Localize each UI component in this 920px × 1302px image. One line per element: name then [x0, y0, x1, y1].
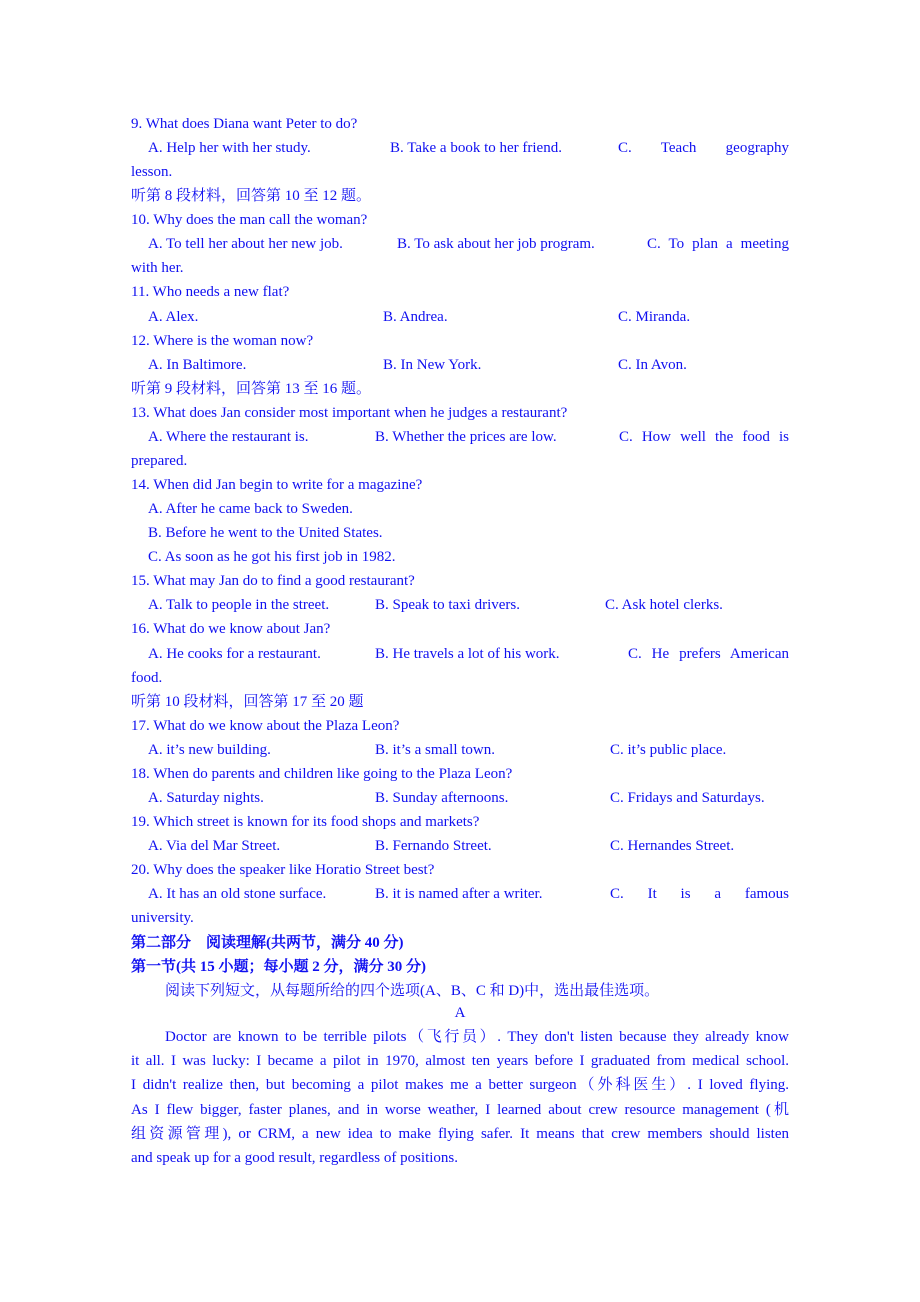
answer-option: C. It is a famous: [610, 886, 789, 903]
answer-option: A. It has an old stone surface.: [148, 886, 327, 903]
answer-option: C. How well the food is: [619, 428, 789, 445]
question-text: 11. Who needs a new flat?: [131, 284, 290, 301]
answer-option: A. Saturday nights.: [148, 789, 264, 806]
answer-continuation: lesson.: [131, 164, 173, 181]
question-text: 12. Where is the woman now?: [131, 332, 314, 349]
passage-line: and speak up for a good result, regardless of positions.: [131, 1150, 459, 1166]
answer-option: B. Whether the prices are low.: [375, 428, 557, 445]
question-text: 20. Why does the speaker like Horatio Street best?: [131, 862, 435, 879]
answer-option: C. He prefers American: [628, 645, 789, 662]
answer-continuation: food.: [131, 669, 163, 686]
question-text: 17. What do we know about the Plaza Leon?: [131, 717, 400, 734]
answer-option: A. Where the restaurant is.: [148, 428, 309, 445]
answer-option: A. Talk to people in the street.: [148, 597, 330, 614]
answer-option: B. He travels a lot of his work.: [375, 645, 560, 662]
answer-option: C. As soon as he got his first job in 1982.: [148, 549, 396, 566]
passage-line: 组资源管理), or CRM, a new idea to make flying safer. It means that crew members should listen: [131, 1125, 789, 1142]
passage-line: As I flew bigger, faster planes, and in worse weather, I learned about crew resource management (机: [131, 1101, 789, 1118]
question-text: 15. What may Jan do to find a good restaurant?: [131, 573, 415, 590]
question-text: 18. When do parents and children like going to the Plaza Leon?: [131, 765, 513, 782]
answer-option: A. In Baltimore.: [148, 356, 247, 373]
answer-option: B. it is named after a writer.: [375, 886, 543, 903]
passage-line: I didn't realize then, but becoming a pilot makes me a better surgeon（外科医生）. I loved flying.: [131, 1077, 789, 1094]
answer-option: B. Speak to taxi drivers.: [375, 597, 520, 614]
reading-instruction: 阅读下列短文，从每题所给的四个选项(A、B、C 和 D)中，选出最佳选项。: [165, 983, 660, 999]
answer-option: B. Andrea.: [383, 308, 448, 325]
answer-option: A. To tell her about her new job.: [148, 236, 343, 253]
question-text: 9. What does Diana want Peter to do?: [131, 116, 358, 132]
reading-subsection-title: 第一节(共 15 小题；每小题 2 分，满分 30 分): [131, 959, 426, 975]
question-text: 19. Which street is known for its food shops and markets?: [131, 814, 480, 831]
answer-option: A. Help her with her study.: [148, 140, 311, 157]
passage-line: it all. I was lucky: I became a pilot in 1970, almost ten years before I graduated from medical school.: [131, 1053, 789, 1070]
answer-option: B. Before he went to the United States.: [148, 525, 383, 542]
answer-option: A. He cooks for a restaurant.: [148, 645, 321, 662]
answer-option: B. Take a book to her friend.: [390, 140, 562, 157]
answer-option: C. Hernandes Street.: [610, 838, 735, 855]
question-text: 10. Why does the man call the woman?: [131, 212, 368, 229]
answer-option: C. Miranda.: [618, 308, 691, 325]
answer-option: A. Alex.: [148, 308, 199, 325]
answer-continuation: university.: [131, 910, 194, 927]
answer-option: C. To plan a meeting: [647, 236, 789, 253]
section-heading: 听第 9 段材料，回答第 13 至 16 题。: [131, 380, 372, 397]
answer-option: B. it’s a small town.: [375, 741, 495, 758]
answer-option: C. Teach geography: [618, 140, 789, 157]
section-heading: 听第 8 段材料，回答第 10 至 12 题。: [131, 188, 372, 205]
reading-section-title: 第二部分 阅读理解(共两节，满分 40 分): [131, 935, 404, 951]
question-text: 14. When did Jan begin to write for a magazine?: [131, 477, 423, 494]
passage-label: A: [454, 1005, 466, 1021]
answer-option: C. Ask hotel clerks.: [605, 597, 723, 614]
answer-option: B. To ask about her job program.: [397, 236, 595, 253]
section-heading: 听第 10 段材料，回答第 17 至 20 题: [131, 693, 364, 710]
passage-line: Doctor are known to be terrible pilots（飞行员）. They don't listen because they already know: [165, 1029, 789, 1045]
answer-option: A. Via del Mar Street.: [148, 838, 281, 855]
question-text: 13. What does Jan consider most important when he judges a restaurant?: [131, 404, 568, 421]
answer-option: B. Fernando Street.: [375, 838, 492, 855]
question-text: 16. What do we know about Jan?: [131, 621, 331, 638]
answer-option: B. Sunday afternoons.: [375, 789, 509, 806]
answer-option: A. it’s new building.: [148, 741, 271, 758]
answer-continuation: with her.: [131, 260, 184, 277]
answer-option: C. Fridays and Saturdays.: [610, 789, 765, 806]
answer-option: C. In Avon.: [618, 356, 687, 373]
answer-option: C. it’s public place.: [610, 741, 727, 758]
answer-option: A. After he came back to Sweden.: [148, 501, 353, 518]
answer-continuation: prepared.: [131, 452, 188, 469]
answer-option: B. In New York.: [383, 356, 482, 373]
